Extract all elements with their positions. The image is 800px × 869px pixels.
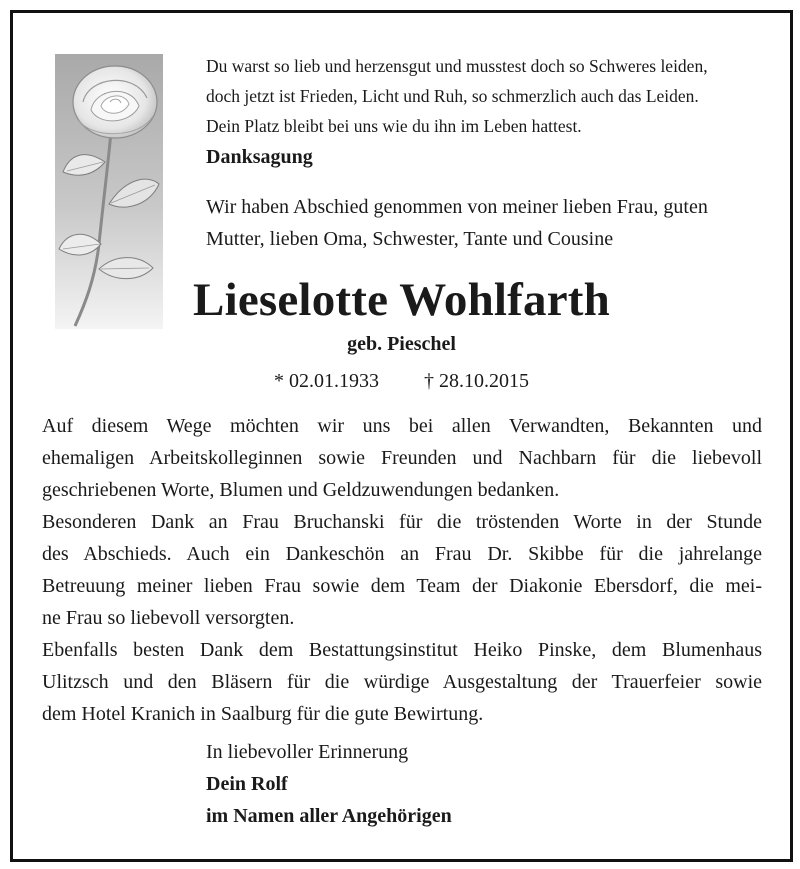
poem-line: Dein Platz bleibt bei uns wie du ihn im Leben hattest. [206,116,582,136]
birth-date: * 02.01.1933 [274,370,379,392]
body-line: Auf diesem Wege möchten wir uns bei allen Verwandten, Bekannten und [42,415,762,437]
deceased-name: Lieselotte Wohlfarth [193,274,610,326]
body-line: ehemaligen Arbeitskolleginnen sowie Freunden und Nachbarn für die liebevoll [42,447,762,469]
signature-name: Dein Rolf [206,773,288,795]
closing-line: In liebevoller Erinnerung [206,741,409,763]
body-line: geschriebenen Worte, Blumen und Geldzuwendungen bedanken. [42,479,560,501]
body-line: ne Frau so liebevoll versorgten. [42,607,295,629]
body-line: des Abschieds. Auch ein Dankeschön an Frau Dr. Skibbe für die jahrelange [42,543,762,565]
body-line: dem Hotel Kranich in Saalburg für die gute Bewirtung. [42,703,484,725]
thanks-body [42,410,762,730]
heading-danksagung: Danksagung [206,146,313,168]
poem-line: doch jetzt ist Frieden, Licht und Ruh, so schmerzlich auch das Leiden. [206,86,699,106]
intro-line: Wir haben Abschied genommen von meiner lieben Frau, guten [206,196,708,218]
body-line: Besonderen Dank an Frau Bruchanski für die tröstenden Worte in der Stunde [42,511,762,533]
signature-subline: im Namen aller Angehörigen [206,805,452,827]
birth-name: geb. Pieschel [347,333,456,355]
body-line: Ulitzsch und den Bläsern für die würdige Ausgestaltung der Trauerfeier sowie [42,671,762,693]
closing [206,736,452,832]
poem-line: Du warst so lieb und herzensgut und musstest doch so Schweres leiden, [206,56,708,76]
poem [206,51,766,141]
life-dates [13,370,790,393]
body-line: Ebenfalls besten Dank dem Bestattungsinstitut Heiko Pinske, dem Blumenhaus [42,639,762,661]
obituary-notice [10,10,793,862]
intro-text [206,191,776,255]
notice-content [13,13,790,859]
death-date: † 28.10.2015 [424,370,529,392]
intro-line: Mutter, lieben Oma, Schwester, Tante und Cousine [206,228,614,250]
body-line: Betreuung meiner lieben Frau sowie dem Team der Diakonie Ebersdorf, die mei- [42,575,762,597]
